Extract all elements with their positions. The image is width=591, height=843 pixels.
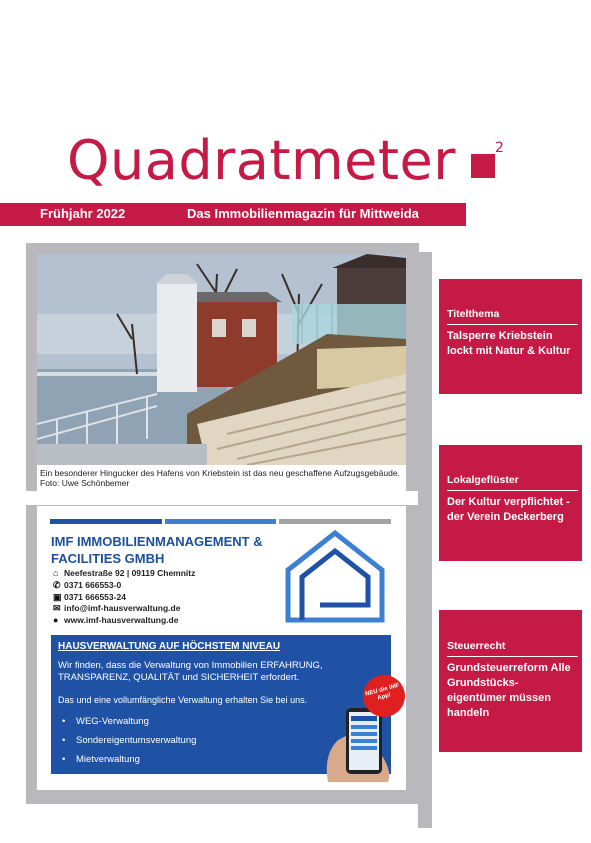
- teaser-divider: [447, 656, 578, 657]
- company-name-line2: FACILITIES GMBH: [51, 551, 165, 566]
- teaser-text: Grundsteuerreform Alle Grundstücks-eigentümer müssen handeln: [447, 662, 571, 719]
- edition-label: Frühjahr 2022: [40, 206, 126, 221]
- sidebar-teaser-lokalgefluester[interactable]: [439, 445, 582, 561]
- service-item: • Sondereigentumsverwaltung: [62, 735, 197, 746]
- globe-icon: ●: [53, 615, 59, 625]
- contact-address: ⌂ Neefestraße 92 | 09119 Chemnitz: [53, 568, 196, 578]
- app-badge: NEU die IMF App!: [358, 670, 409, 721]
- magazine-title: Quadratmeter: [67, 129, 456, 192]
- contact-fax: ▣ 0371 666553-24: [53, 592, 126, 602]
- title-square-logo: [471, 154, 495, 178]
- contact-email[interactable]: ✉ info@imf-hausverwaltung.de: [53, 603, 181, 613]
- ad-bar-grey: [279, 519, 391, 524]
- ad-bar-blue: [50, 519, 162, 524]
- house-icon: ⌂: [53, 568, 59, 578]
- service-item: • WEG-Verwaltung: [62, 716, 149, 727]
- company-name: [51, 533, 281, 567]
- house-logo-icon: [280, 525, 390, 625]
- contact-website[interactable]: ● www.imf-hausverwaltung.de: [53, 615, 179, 625]
- phone-icon: ✆: [53, 580, 61, 590]
- teaser-divider: [447, 490, 578, 491]
- company-name-line1: IMF IMMOBILIENMANAGEMENT &: [51, 534, 263, 549]
- photo-caption: Ein besonderer Hingucker des Hafens von Kriebstein ist das neu geschaffene Aufzugsgebäude. Foto: Uwe Schönbemer: [40, 468, 400, 488]
- sidebar-teaser-steuerrecht[interactable]: [439, 610, 582, 752]
- sidebar-teaser-titelthema[interactable]: [439, 279, 582, 394]
- teaser-text: Der Kultur verpflichtet - der Verein Deckerberg: [447, 496, 570, 523]
- service-paragraph-2: Das und eine vollumfängliche Verwaltung erhalten Sie bei uns.: [58, 695, 308, 705]
- title-superscript: 2: [495, 140, 504, 156]
- teaser-category: Titelthema: [447, 308, 500, 320]
- mail-icon: ✉: [53, 603, 61, 613]
- teaser-category: Steuerrecht: [447, 640, 506, 652]
- contact-phone[interactable]: ✆ 0371 666553-0: [53, 580, 122, 590]
- teaser-category: Lokalgeflüster: [447, 474, 519, 486]
- service-item: • Mietverwaltung: [62, 754, 140, 765]
- teaser-divider: [447, 324, 578, 325]
- ad-bar-lightblue: [165, 519, 276, 524]
- service-headline: HAUSVERWALTUNG AUF HÖCHSTEM NIVEAU: [58, 641, 281, 652]
- sidebar-strip: [418, 252, 432, 828]
- fax-icon: ▣: [53, 592, 62, 602]
- frame-gap: [26, 491, 419, 505]
- cover-photo: [37, 254, 406, 465]
- magazine-subtitle: Das Immobilienmagazin für Mittweida: [187, 206, 419, 221]
- service-paragraph-1: Wir finden, dass die Verwaltung von Immobilien ERFAHRUNG, TRANSPARENZ, QUALITÄT und SICHERHEIT erfordert.: [58, 660, 323, 683]
- teaser-text: Talsperre Kriebstein lockt mit Natur & Kultur: [447, 330, 571, 357]
